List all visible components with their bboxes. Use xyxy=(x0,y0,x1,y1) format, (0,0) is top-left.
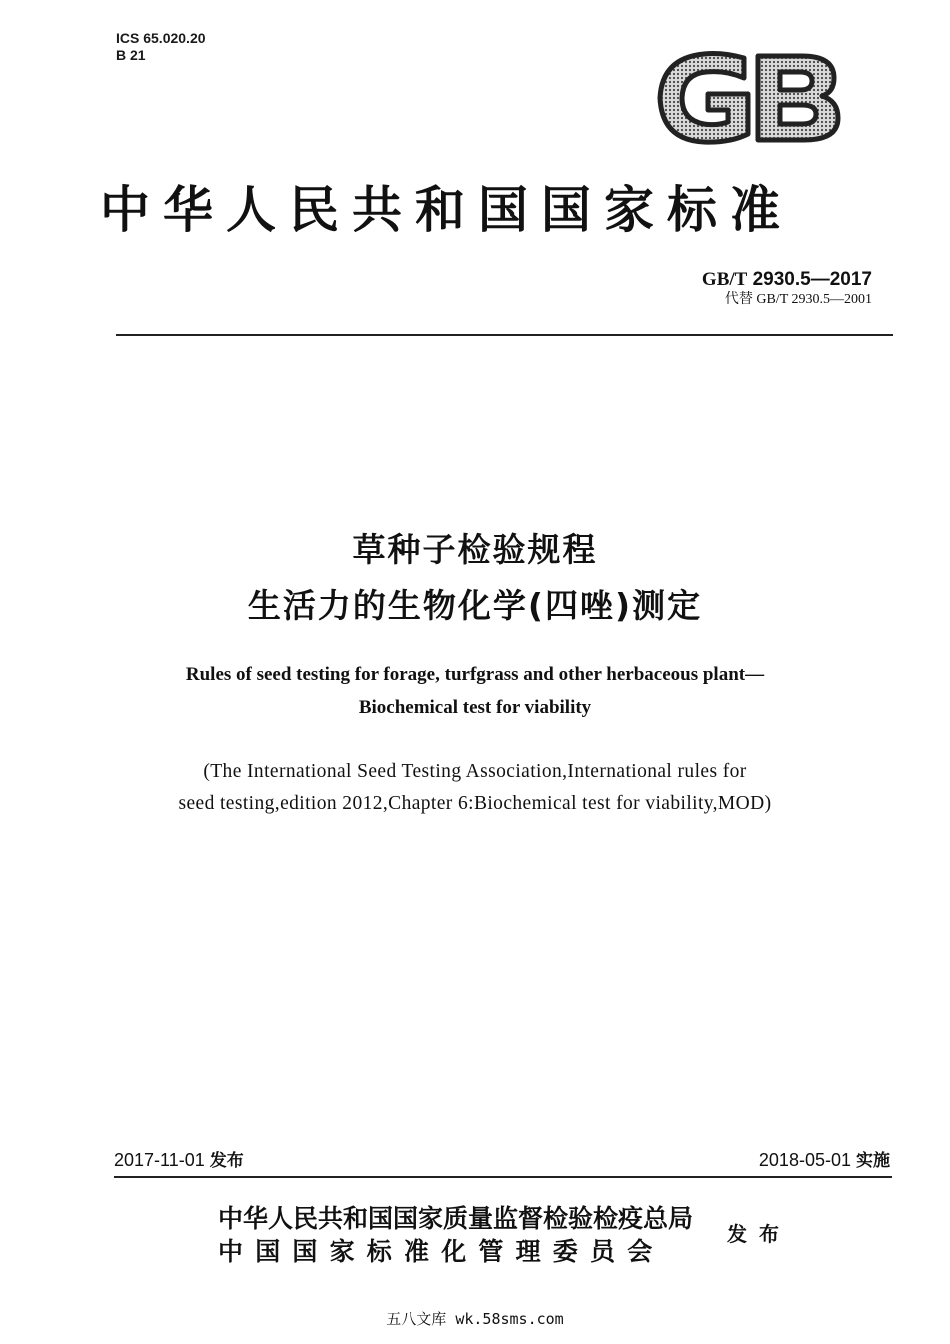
replaces-standard: 代替 GB/T 2930.5—2001 xyxy=(724,292,872,307)
implement-label: 实施 xyxy=(856,1151,890,1171)
issue-date-block xyxy=(114,1146,244,1171)
ccs-code: B 21 xyxy=(116,47,146,63)
issue-date: 2017-11-01 xyxy=(114,1150,205,1170)
issuer-line-2: 中国国家标准化管理委员会 xyxy=(218,1237,665,1266)
implement-date-block xyxy=(759,1146,890,1171)
national-standard-title: 中华人民共和国国家标准 xyxy=(100,180,793,239)
implement-date: 2018-05-01 xyxy=(758,1150,851,1170)
adoption-note-line-2: seed testing,edition 2012,Chapter 6:Biochemical test for viability,MOD) xyxy=(178,793,772,814)
publish-label: 发布 xyxy=(727,1222,791,1246)
issuer-line-1: 中华人民共和国国家质量监督检验检疫总局 xyxy=(218,1204,694,1233)
issue-label: 发布 xyxy=(209,1151,244,1171)
standard-number-block xyxy=(702,269,872,309)
header-divider xyxy=(116,334,893,336)
english-title-line-1: Rules of seed testing for forage, turfgrass and other herbaceous plant— xyxy=(185,664,765,685)
watermark-footer: 五八文库 wk.58sms.com xyxy=(386,1310,564,1328)
chinese-title-line-1: 草种子检验规程 xyxy=(352,530,598,569)
classification-codes xyxy=(116,30,206,64)
adoption-note-line-1: (The International Seed Testing Association,International rules for xyxy=(203,761,747,782)
gb-logo-graphic xyxy=(652,48,842,148)
standard-code: 2930.5—2017 xyxy=(752,269,872,290)
footer-divider xyxy=(114,1176,892,1178)
gb-logo-icon xyxy=(652,48,842,148)
chinese-title-line-2: 生活力的生物化学(四唑)测定 xyxy=(247,586,703,625)
english-title-line-2: Biochemical test for viability xyxy=(358,697,592,718)
standard-prefix: GB/T xyxy=(701,269,748,290)
standard-number xyxy=(702,269,872,291)
ics-code: ICS 65.020.20 xyxy=(116,30,206,46)
